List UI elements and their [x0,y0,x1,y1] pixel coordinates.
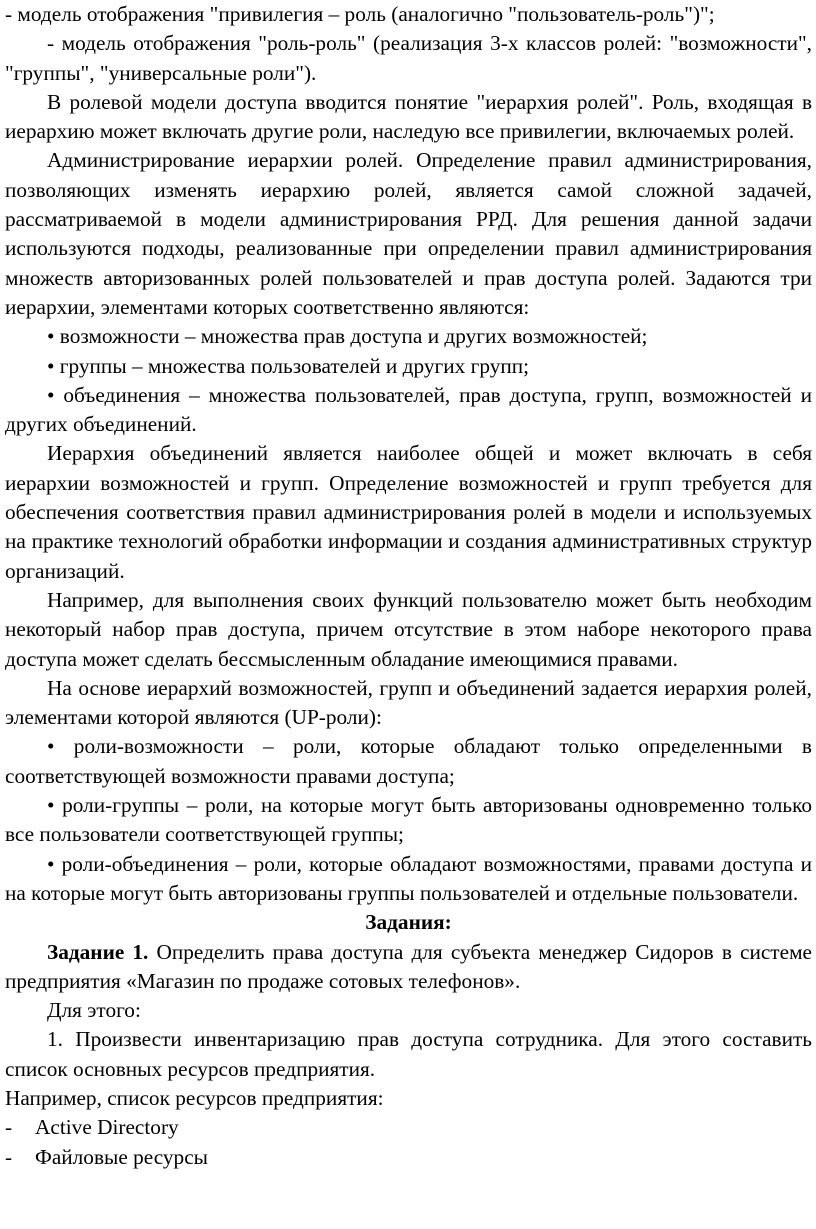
tasks-heading: Задания: [365,910,452,935]
bullet-capabilities: • возможности – множества прав доступа и других возможностей; [47,324,648,349]
bullet-groups: • группы – множества пользователей и других групп; [47,353,530,378]
paragraph-model-privilege-role: - модель отображения "привилегия – роль (аналогично "пользователь-роль")"; [5,2,715,26]
list-item [5,1113,812,1142]
list-item [5,1143,812,1172]
bullet-role-unions: • роли-объединения – роли, которые обладают возможностями, правами доступа и на которые могут быть авторизованы группы пользователей и отдельные пользователи. [5,851,812,905]
paragraph-union-hierarchy: Иерархия объединений является наиболее общей и может включать в себя иерархии возможностей и групп. Определение возможностей и групп требуется для обеспечения соответствия правил администрирования ролей в модели и используемых на практике технологий обработки информации и создания административных структур организаций. [5,441,812,583]
bullet-role-groups: • роли-группы – роли, на которые могут быть авторизованы одновременно только все пользователи соответствующей группы; [5,793,812,847]
step-1: 1. Произвести инвентаризацию прав доступа сотрудника. Для этого составить список основных ресурсов предприятия. [5,1027,812,1081]
paragraph-hierarchy-administration: Администрирование иерархии ролей. Определение правил администрирования, позволяющих изменять иерархию ролей, является самой сложной задачей, рассматриваемой в модели администрирования РРД. Для решения данной задачи используются подходы, реализованные при определении правил администрирования множеств авторизованных ролей пользователей и прав доступа ролей. Задаются три иерархии, элементами которых соответственно являются: [5,148,812,319]
task-1 [5,938,812,997]
list-dash: - [5,1144,13,1169]
paragraph-role-hierarchy: В ролевой модели доступа вводится понятие "иерархия ролей". Роль, входящая в иерархию может включать другие роли, наследую все привилегии, включаемых ролей. [5,89,812,144]
for-this: Для этого: [47,998,141,1023]
bullet-role-capabilities: • роли-возможности – роли, которые обладают только определенными в соответствующей возможности правами доступа; [5,734,812,788]
task-1-text: Определить права доступа для субъекта менеджер Сидоров в системе предприятия «Магазин по продаже сотовых телефонов». [5,939,812,993]
example-resources: Например, список ресурсов предприятия: [5,1085,384,1110]
list-dash: - [5,1115,13,1140]
task-1-label: Задание 1. [47,939,149,964]
paragraph-example: Например, для выполнения своих функций пользователю может быть необходим некоторый набор прав доступа, причем отсутствие в этом наборе некоторого права доступа может сделать бессмысленным обладание имеющимися правами. [5,587,812,671]
paragraph-model-role-role: - модель отображения "роль-роль" (реализация 3-х классов ролей: "возможности", "группы", "универсальные роли"). [5,31,812,85]
list-item-text: Файловые ресурсы [35,1144,208,1169]
bullet-unions: • объединения – множества пользователей, прав доступа, групп, возможностей и других объединений. [5,382,812,437]
paragraph-up-roles: На основе иерархий возможностей, групп и объединений задается иерархия ролей, элементами которой являются (UP-роли): [5,675,812,730]
list-item-text: Active Directory [35,1115,179,1140]
